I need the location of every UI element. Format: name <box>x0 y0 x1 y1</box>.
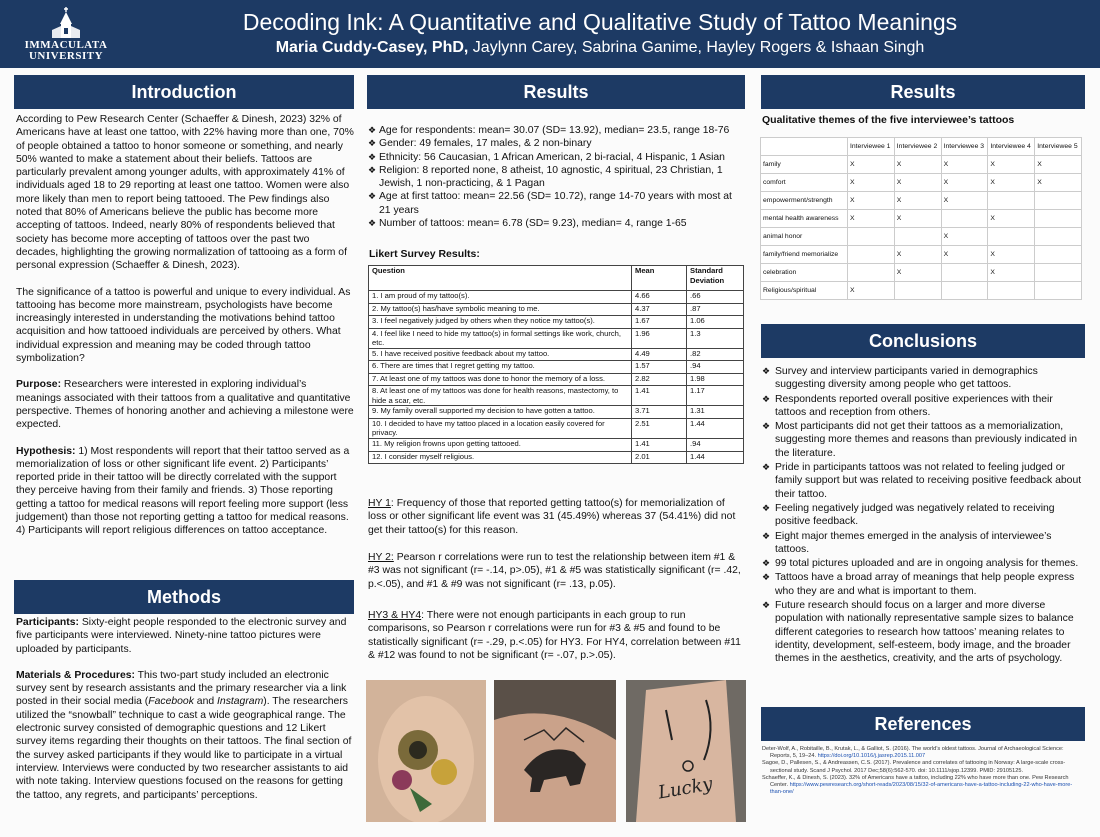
themes-col: Interviewee 3 <box>941 138 988 156</box>
demographics-list <box>368 124 744 230</box>
likert-header-row <box>369 266 744 291</box>
theme-mark <box>988 282 1035 300</box>
theme-mark <box>1035 246 1082 264</box>
likert-sd: 1.31 <box>687 406 744 419</box>
theme-mark: X <box>1035 156 1082 174</box>
themes-col: Interviewee 1 <box>848 138 895 156</box>
stat-item: ❖ Age at first tattoo: mean= 22.56 (SD= 10.72), range 14-70 years with most at 21 years <box>368 190 744 217</box>
theme-mark <box>941 210 988 228</box>
theme-mark: X <box>988 156 1035 174</box>
likert-mean: 1.41 <box>632 439 687 452</box>
steeple-icon <box>49 6 83 40</box>
theme-mark: X <box>941 228 988 246</box>
intro-paragraph-2: The significance of a tattoo is powerful and unique to every individual. As tattooing has become more mainstream, psychologists have become increasingly interested in understanding the motivations behind tattoo acquisition and how tattooed individuals are perceived by others. What individual expression and meaning may be coded through tattoo symbolization? <box>16 286 351 365</box>
reference-link[interactable]: https://doi.org/10.1016/j.jasrep.2015.11.007 <box>817 753 926 760</box>
theme-mark <box>848 228 895 246</box>
table-row <box>761 246 1082 264</box>
theme-mark <box>1035 210 1082 228</box>
theme-mark: X <box>848 282 895 300</box>
university-logo <box>20 6 112 64</box>
theme-mark: X <box>941 192 988 210</box>
stat-item: ❖ Age for respondents: mean= 30.07 (SD= 13.92), median= 23.5, range 18-76 <box>368 124 744 137</box>
reference-item <box>762 746 1084 760</box>
qualitative-title: Qualitative themes of the five interviewee’s tattoos <box>762 114 1015 126</box>
table-row <box>761 192 1082 210</box>
theme-mark: X <box>988 264 1035 282</box>
likert-sd: .94 <box>687 361 744 374</box>
likert-question: 8. At least one of my tattoos was done for health reasons, mastectomy, to hide a scar, etc. <box>369 386 632 406</box>
table-row <box>369 451 744 464</box>
poster-title: Decoding Ink: A Quantitative and Qualitative Study of Tattoo Meanings <box>242 9 958 35</box>
tattoo-photo-2 <box>494 680 616 822</box>
conclusions-body <box>762 365 1084 667</box>
lucky-tattoo-text: Lucky <box>656 773 715 804</box>
table-row <box>369 386 744 406</box>
theme-name: family <box>761 156 848 174</box>
likert-mean: 2.01 <box>632 451 687 464</box>
purpose-label: Purpose: <box>16 379 62 391</box>
theme-mark: X <box>894 264 941 282</box>
theme-name: mental health awareness <box>761 210 848 228</box>
themes-table <box>760 137 1082 300</box>
hy1-paragraph <box>368 497 744 537</box>
likert-col-mean: Mean <box>632 266 687 291</box>
purpose-text: Researchers were interested in exploring individual’s meanings associated with their tattoos from a qualitative and quantitative perspective. Themes of honoring another and achieving a milestone were expected. <box>16 379 354 431</box>
table-row <box>761 156 1082 174</box>
introduction-body <box>16 113 354 538</box>
authors <box>120 38 1080 58</box>
demographics-list-wrap <box>368 124 744 230</box>
likert-sd: 1.98 <box>687 373 744 386</box>
hy34-text: : There were not enough participants in each group to run comparisons, so Pearson r correlations were run for #3 & #5 and found to be statistically significant (r= -.29, p.<.05) for HY3. For HY4, correlation between #11 & #12 was found to not be significant (r= -.07, p.>.05). <box>368 610 741 661</box>
table-row <box>761 228 1082 246</box>
likert-sd: 1.3 <box>687 328 744 348</box>
hypothesis-text: 1) Most respondents will report that their tattoo served as a memorialization of loss or other significant life event. 2) Participants’ reported pride in their tattoo will be directly correlated with the support they perceive having from their family and friends. 3) Those reporting getting a tattoo for medical reasons will report feeling more support (less judgement) than those not reporting getting a tattoo for medical reasons. 4) Participants will report religious differences on tattoo acceptance. <box>16 445 350 537</box>
likert-mean: 4.37 <box>632 303 687 316</box>
lead-author: Maria Cuddy-Casey, PhD, <box>275 39 469 56</box>
list-item: ❖ Pride in participants tattoos was not related to feeling judged or family support but was related to receiving positive feedback about their tattoo. <box>762 461 1084 501</box>
likert-col-sd: Standard Deviation <box>687 266 744 291</box>
likert-mean: 2.51 <box>632 418 687 438</box>
theme-mark: X <box>988 246 1035 264</box>
likert-sd: 1.17 <box>687 386 744 406</box>
table-row <box>369 373 744 386</box>
list-item: ❖ Eight major themes emerged in the analysis of interviewee’s tattoos. <box>762 530 1084 557</box>
theme-mark: X <box>894 210 941 228</box>
table-row <box>761 210 1082 228</box>
list-item: ❖ 99 total pictures uploaded and are in ongoing analysis for themes. <box>762 557 1084 570</box>
theme-name: family/friend memorialize <box>761 246 848 264</box>
theme-name: comfort <box>761 174 848 192</box>
likert-table <box>368 265 744 464</box>
results-heading: Results <box>367 75 745 109</box>
theme-mark <box>848 264 895 282</box>
list-item: ❖ Survey and interview participants varied in demographics suggesting diversity among people who get tattoos. <box>762 365 1084 392</box>
likert-sd: .82 <box>687 348 744 361</box>
theme-name: celebration <box>761 264 848 282</box>
theme-name: empowerment/strength <box>761 192 848 210</box>
introduction-heading: Introduction <box>14 75 354 109</box>
theme-mark <box>1035 228 1082 246</box>
likert-question: 6. There are times that I regret getting my tattoo. <box>369 361 632 374</box>
theme-mark: X <box>988 174 1035 192</box>
likert-question: 2. My tattoo(s) has/have symbolic meaning to me. <box>369 303 632 316</box>
likert-sd: .66 <box>687 291 744 304</box>
likert-sd: .94 <box>687 439 744 452</box>
table-row <box>369 418 744 438</box>
theme-mark <box>1035 192 1082 210</box>
theme-mark: X <box>1035 174 1082 192</box>
likert-mean: 2.82 <box>632 373 687 386</box>
reference-text: Schaeffer, K., & Dinesh, S. (2023). 32% of Americans have a tattoo, including 22% who have more than one. Pew Research Center. <box>762 774 1069 789</box>
theme-name: animal honor <box>761 228 848 246</box>
likert-question: 1. I am proud of my tattoo(s). <box>369 291 632 304</box>
theme-mark <box>894 228 941 246</box>
likert-mean: 4.66 <box>632 291 687 304</box>
hy34-label: HY3 & HY4 <box>368 610 422 621</box>
themes-col: Interviewee 4 <box>988 138 1035 156</box>
theme-mark <box>1035 264 1082 282</box>
table-row <box>369 406 744 419</box>
theme-mark <box>1035 282 1082 300</box>
theme-mark: X <box>894 192 941 210</box>
stat-item: ❖ Number of tattoos: mean= 6.78 (SD= 9.23), median= 4, range 1-65 <box>368 217 744 230</box>
table-row <box>369 303 744 316</box>
list-item: ❖ Tattoos have a broad array of meanings that help people express who they are and what is important to them. <box>762 571 1084 598</box>
theme-mark: X <box>848 156 895 174</box>
likert-title: Likert Survey Results: <box>369 248 480 260</box>
likert-sd: 1.06 <box>687 316 744 329</box>
stat-item: ❖ Ethnicity: 56 Caucasian, 1 African American, 2 bi-racial, 4 Hispanic, 1 Asian <box>368 151 744 164</box>
theme-mark <box>941 282 988 300</box>
hy2-label: HY 2: <box>368 552 394 563</box>
conclusions-list <box>762 365 1084 666</box>
hy2-text: Pearson r correlations were run to test the relationship between item #1 & #3 was not significant (r= -.14, p>.05), #1 & #5 was statistically significant (r= .42, p.<.05), and #1 & #9 was not significant (r= .13, p.05). <box>368 552 741 590</box>
theme-mark: X <box>894 156 941 174</box>
theme-mark: X <box>941 174 988 192</box>
theme-mark <box>941 264 988 282</box>
hy34-paragraph <box>368 609 744 662</box>
stat-item: ❖ Gender: 49 females, 17 males, & 2 non-binary <box>368 137 744 150</box>
participants-text: Sixty-eight people responded to the electronic survey and five participants were interviewed. Ninety-nine tattoo pictures were uploaded by participants. <box>16 617 347 655</box>
purpose-paragraph <box>16 378 354 431</box>
methods-body <box>16 616 354 802</box>
logo-line1: IMMACULATA <box>24 39 108 51</box>
themes-col <box>761 138 848 156</box>
likert-question: 4. I feel like I need to hide my tattoo(s) in formal settings like work, church, etc. <box>369 328 632 348</box>
likert-question: 7. At least one of my tattoos was done to honor the memory of a loss. <box>369 373 632 386</box>
reference-text: Deter-Wolf, A., Robitaille, B., Krutak, L., & Galliot, S. (2016). The world’s oldest tattoos. Journal of Archaeological Science: Reports, 5, 19–24. <box>762 746 1064 760</box>
poster-header <box>0 0 1100 68</box>
theme-mark <box>988 192 1035 210</box>
list-item: ❖ Feeling negatively judged was negatively related to receiving positive feedback. <box>762 502 1084 529</box>
table-row <box>369 316 744 329</box>
table-row <box>369 291 744 304</box>
likert-sd: 1.44 <box>687 451 744 464</box>
likert-question: 12. I consider myself religious. <box>369 451 632 464</box>
stat-item: ❖ Religion: 8 reported none, 8 atheist, 10 agnostic, 4 spiritual, 23 Christian, 1 Jewish, 1 non-practicing, & 1 Pagan <box>368 164 744 191</box>
table-row <box>369 361 744 374</box>
likert-mean: 1.57 <box>632 361 687 374</box>
theme-mark: X <box>941 156 988 174</box>
reference-item <box>762 760 1084 774</box>
theme-name: Religious/spiritual <box>761 282 848 300</box>
materials-label: Materials & Procedures: <box>16 669 135 681</box>
likert-question: 5. I have received positive feedback about my tattoo. <box>369 348 632 361</box>
theme-mark: X <box>894 246 941 264</box>
likert-question: 9. My family overall supported my decision to have gotten a tattoo. <box>369 406 632 419</box>
materials-paragraph <box>16 669 354 802</box>
list-item: ❖ Future research should focus on a larger and more diverse population with nationally representative sample sizes to balance different categories to research how tattoos’ meaning relates to identity, development, self-esteem, body image, and the broader themes in the aesthetics, creativity, and the arts of psychology. <box>762 599 1084 665</box>
materials-text-1: This two-part study included an electronic survey sent by research assistants and the primary researcher via a link posted in their social media ( <box>16 669 347 708</box>
themes-col: Interviewee 5 <box>1035 138 1082 156</box>
theme-mark: X <box>894 174 941 192</box>
likert-mean: 1.67 <box>632 316 687 329</box>
theme-mark <box>894 282 941 300</box>
likert-question: 11. My religion frowns upon getting tattooed. <box>369 439 632 452</box>
theme-mark: X <box>848 210 895 228</box>
likert-question: 10. I decided to have my tattoo placed in a location easily covered for privacy. <box>369 418 632 438</box>
list-item: ❖ Respondents reported overall positive experiences with their tattoos and reception from others. <box>762 393 1084 420</box>
conclusions-heading: Conclusions <box>761 324 1085 358</box>
table-row <box>369 328 744 348</box>
materials-instagram: Instagram <box>217 696 264 708</box>
hy1-text: : Frequency of those that reported getting tattoo(s) for memorialization of loss or other significant life event was 31 (45.49%) whereas 37 (54.41%) did not get their tattoo(s) for this reason. <box>368 498 736 536</box>
hy2-paragraph <box>368 551 744 591</box>
table-row <box>761 264 1082 282</box>
table-row <box>369 348 744 361</box>
hy1-label: HY 1 <box>368 498 391 509</box>
reference-item <box>762 775 1084 797</box>
participants-paragraph <box>16 616 354 656</box>
reference-text: Sagoe, D., Pallesen, S., & Andreassen, C.S. (2017). Prevalence and correlates of tattooing in Norway: A large-scale cross-sectional study. Scand J Psychol. 2017 Dec;58(6):562-570. doi: 10.1111/sjop.12399. PMID: 29105125. <box>762 760 1066 774</box>
hypothesis-label: Hypothesis: <box>16 445 76 457</box>
themes-header-row <box>761 138 1082 156</box>
materials-text-2: ). The researchers utilized the “snowball” technique to cast a wide geographical range. The electronic survey consisted of demographic questions and 12 Likert survey items regarding their thoughts on their tattoos. The final section of the survey asked participants if they would like to participate in a virtual interview. Interviews were conducted by two researcher assistants to aid with note taking. Interview questions focused on the reasons for getting the tattoo, any regrets, and participants’ perceptions. <box>16 696 352 801</box>
likert-sd: 1.44 <box>687 418 744 438</box>
likert-mean: 1.41 <box>632 386 687 406</box>
likert-col-question: Question <box>369 266 632 291</box>
logo-line2: UNIVERSITY <box>28 50 104 62</box>
reference-link[interactable]: https://www.pewresearch.org/short-reads/2023/08/15/32-of-americans-have-a-tattoo-including-22-who-have-more-than-one/ <box>770 782 1073 796</box>
likert-question: 3. I feel negatively judged by others when they notice my tattoo(s). <box>369 316 632 329</box>
theme-mark: X <box>848 174 895 192</box>
table-row <box>369 439 744 452</box>
materials-facebook: Facebook <box>148 696 194 708</box>
table-row <box>761 174 1082 192</box>
references-heading: References <box>761 707 1085 741</box>
themes-col: Interviewee 2 <box>894 138 941 156</box>
theme-mark: X <box>988 210 1035 228</box>
methods-heading: Methods <box>14 580 354 614</box>
theme-mark <box>848 246 895 264</box>
table-row <box>761 282 1082 300</box>
list-item: ❖ Most participants did not get their tattoos as a memorialization, suggesting more themes and reasons than previously indicated in the literature. <box>762 420 1084 460</box>
likert-mean: 4.49 <box>632 348 687 361</box>
intro-paragraph-1: According to Pew Research Center (Schaeffer & Dinesh, 2023) 32% of Americans have at least one tattoo, with 22% having more than one, 70% of people obtained a tattoo to honor someone or something, and nearly 50% wanted to make a statement about their beliefs. Tattoos are particularly prevalent among younger adults, with approximately 41% of individuals aged 18 to 29 reporting at least one tattoo. Women were also more likely than men to report being tattooed. The Pew findings also noted that 80% of Americans believe the public has become more accepting of tattoos. Indeed, nearly 80% of respondents believed that society has become more accepting of tattoos over the past two decades, highlighting the growing normalization of tattooing as a form of personal expression (Schaeffer & Dinesh, 2023). <box>16 114 354 272</box>
participants-label: Participants: <box>16 617 79 628</box>
theme-mark <box>988 228 1035 246</box>
materials-and: and <box>193 696 218 708</box>
tattoo-photo-3 <box>626 680 746 822</box>
likert-mean: 3.71 <box>632 406 687 419</box>
references-list <box>762 746 1084 796</box>
theme-mark: X <box>941 246 988 264</box>
likert-mean: 1.96 <box>632 328 687 348</box>
theme-mark: X <box>848 192 895 210</box>
likert-sd: .87 <box>687 303 744 316</box>
qualitative-results-heading: Results <box>761 75 1085 109</box>
co-authors: Jaylynn Carey, Sabrina Ganime, Hayley Rogers & Ishaan Singh <box>468 39 925 56</box>
tattoo-photo-1 <box>366 680 486 822</box>
hypothesis-paragraph <box>16 445 354 538</box>
